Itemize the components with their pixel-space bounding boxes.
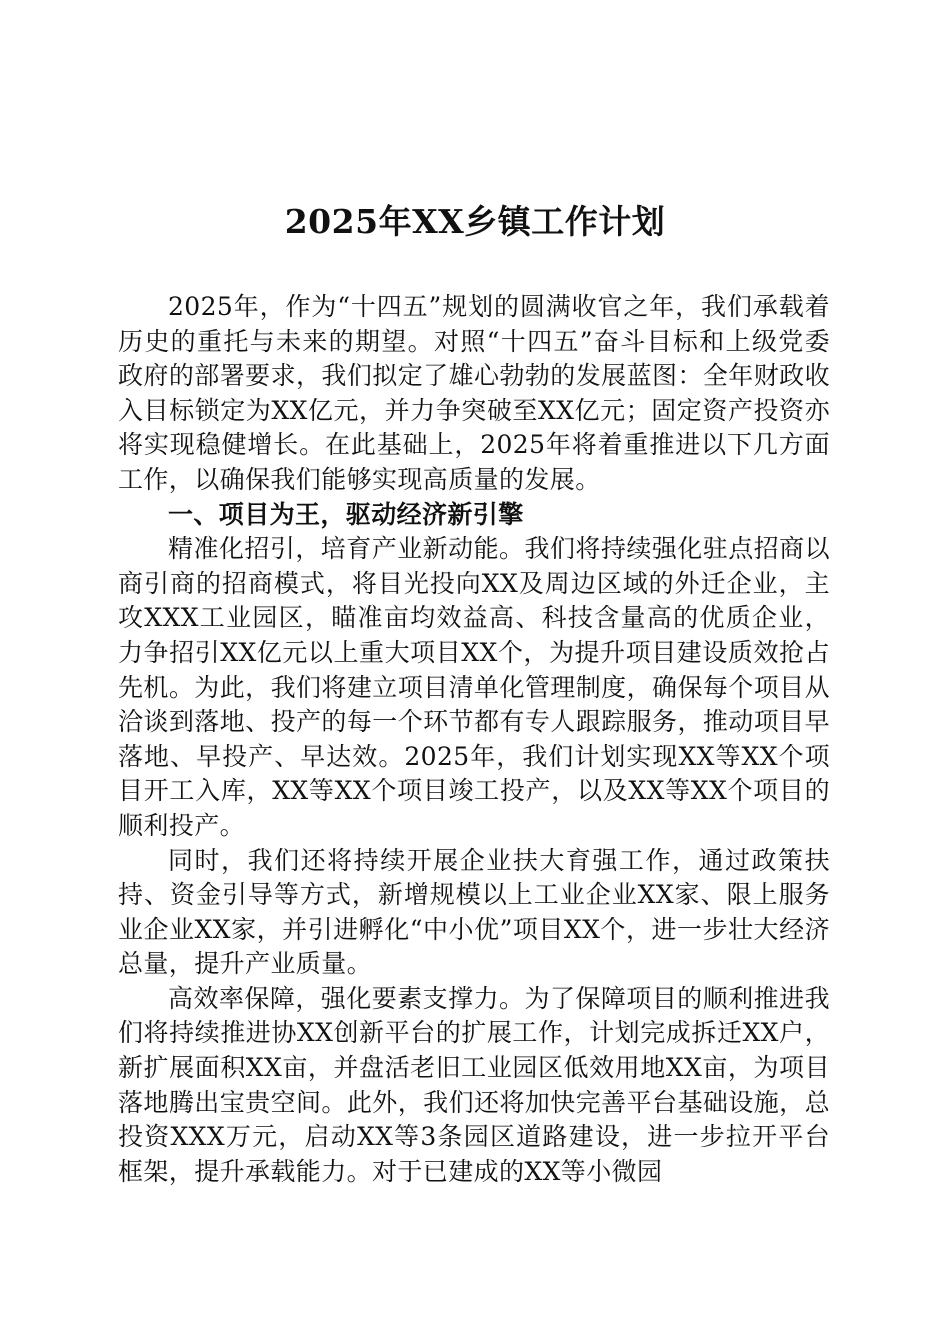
- document-body: [118, 290, 830, 1189]
- document-title: 2025年XX乡镇工作计划: [284, 202, 666, 241]
- intro-paragraph: 2025年，作为“十四五”规划的圆满收官之年，我们承载着历史的重托与未来的期望。对照“十四五”奋斗目标和上级党委政府的部署要求，我们拟定了雄心勃勃的发展蓝图：全年财政收入目标锁定为XX亿元，并力争突破至XX亿元；固定资产投资亦将实现稳健增长。在此基础上，2025年将着重推进以下几方面工作，以确保我们能够实现高质量的发展。: [118, 292, 830, 494]
- paragraph-investment-attraction: 精准化招引，培育产业新动能。我们将持续强化驻点招商以商引商的招商模式，将目光投向XX及周边区域的外迁企业，主攻XXX工业园区，瞄准亩均效益高、科技含量高的优质企业，力争招引XX亿元以上重大项目XX个，为提升项目建设质效抢占先机。为此，我们将建立项目清单化管理制度，确保每个项目从洽谈到落地、投产的每一个环节都有专人跟踪服务，推动项目早落地、早投产、早达效。2025年，我们计划实现XX等XX个项目开工入库，XX等XX个项目竣工投产，以及XX等XX个项目的顺利投产。: [118, 534, 830, 840]
- paragraph-enterprise-growth: 同时，我们还将持续开展企业扶大育强工作，通过政策扶持、资金引导等方式，新增规模以上工业企业XX家、限上服务业企业XX家，并引进孵化“中小优”项目XX个，进一步壮大经济总量，提升产业质量。: [118, 845, 830, 979]
- section-heading-1: 一、项目为王，驱动经济新引擎: [168, 499, 524, 529]
- paragraph-resource-support: 高效率保障，强化要素支撑力。为了保障项目的顺利推进我们将持续推进协XX创新平台的扩展工作，计划完成拆迁XX户，新扩展面积XX亩，并盘活老旧工业园区低效用地XX亩，为项目落地腾出宝贵空间。此外，我们还将加快完善平台基础设施，总投资XXX万元，启动XX等3条园区道路建设，进一步拉开平台框架，提升承载能力。对于已建成的XX等小微园: [118, 983, 830, 1186]
